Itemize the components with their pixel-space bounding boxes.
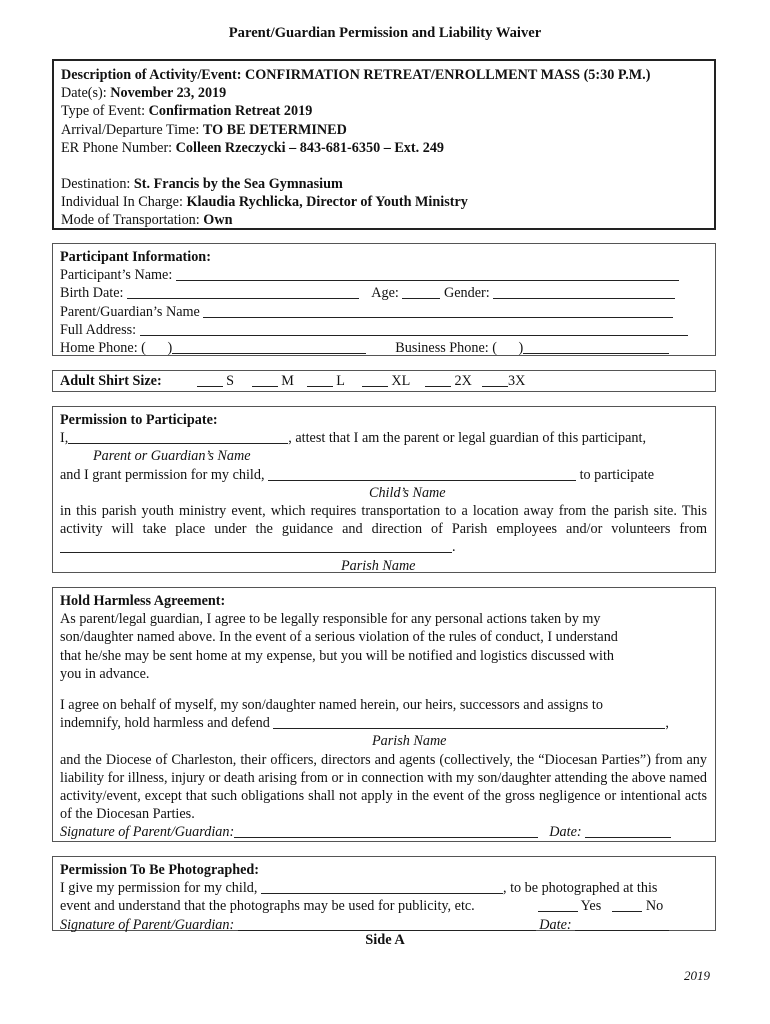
photo-signature-label: Signature of Parent/Guardian: <box>60 916 235 933</box>
harmless-para1-line4: you in advance. <box>60 665 150 682</box>
event-description-value: CONFIRMATION RETREAT/ENROLLMENT MASS (5:30 P.M.) <box>245 67 651 83</box>
shirt-3x-blank[interactable] <box>482 373 508 387</box>
photo-no-blank[interactable] <box>612 898 642 912</box>
business-phone-close: ) <box>518 340 524 357</box>
child-name-caption: Child’s Name <box>369 484 446 501</box>
photo-yes-blank[interactable] <box>538 898 578 912</box>
photo-heading: Permission To Be Photographed: <box>60 862 260 878</box>
participant-name-label: Participant’s Name: <box>60 267 173 284</box>
event-description-label: Description of Activity/Event: <box>61 67 242 83</box>
event-destination-row <box>61 175 706 193</box>
shirt-size-2x: 2X <box>454 373 472 389</box>
harmless-comma: , <box>665 715 669 732</box>
harmless-para1-line3: that he/she may be sent home at my expense, but you will be notified and logistics discussed with <box>60 647 614 664</box>
event-dates-value: November 23, 2019 <box>110 85 227 102</box>
harmless-heading: Hold Harmless Agreement: <box>60 593 226 609</box>
shirt-l-blank[interactable] <box>307 373 333 387</box>
photo-yes-label: Yes <box>580 898 602 915</box>
home-phone-field[interactable] <box>172 340 366 354</box>
parent-name-field[interactable] <box>203 304 673 318</box>
event-dates-row <box>61 84 706 102</box>
event-arrival-label: Arrival/Departure Time: <box>61 121 200 138</box>
permission-participate-text: to participate <box>579 466 655 483</box>
photo-publicity-text: event and understand that the photographs may be used for publicity, etc. <box>60 898 475 915</box>
business-phone-label: Business Phone: ( <box>395 340 497 357</box>
harmless-defend-text: indemnify, hold harmless and defend <box>60 715 270 732</box>
permission-grant-text: and I grant permission for my child, <box>60 466 265 483</box>
parish-name-caption: Parish Name <box>341 557 416 574</box>
birth-date-label: Birth Date: <box>60 285 124 302</box>
photo-no-label: No <box>645 898 664 915</box>
event-er-row <box>61 139 706 157</box>
permission-line-2 <box>60 466 707 484</box>
harmless-date-field[interactable] <box>585 824 671 838</box>
event-arrival-row <box>61 121 706 139</box>
address-label: Full Address: <box>60 321 137 338</box>
event-incharge-label: Individual In Charge: <box>61 194 183 211</box>
permission-paragraph-text: in this parish youth ministry event, which requires transportation to a location away from the parish site. This activity will take place under the guidance and direction of Parish employees and/or volunteers from <box>60 503 707 538</box>
event-dates-label: Date(s): <box>61 85 107 102</box>
harmless-para1-line2: son/daughter named above. In the event of a serious violation of the rules of conduct, I understand <box>60 629 618 646</box>
harmless-parish-field[interactable] <box>273 715 665 729</box>
event-transport-label: Mode of Transportation: <box>61 212 200 229</box>
photo-permission-box <box>52 856 716 931</box>
event-transport-value: Own <box>203 212 233 229</box>
photo-line-2 <box>60 897 707 915</box>
harmless-para2-line1: I agree on behalf of myself, my son/daughter named herein, our heirs, successors and assigns to <box>60 697 603 714</box>
photo-permission-end: , to be photographed at this <box>502 880 658 897</box>
gender-field[interactable] <box>493 285 675 299</box>
age-label: Age: <box>371 285 399 302</box>
shirt-size-3x: 3X <box>508 373 526 389</box>
event-description-row <box>61 66 706 84</box>
photo-child-name-field[interactable] <box>261 880 503 894</box>
parent-guardian-name-caption: Parent or Guardian’s Name <box>93 448 251 465</box>
harmless-para2-line2 <box>60 714 707 732</box>
photo-signature-field[interactable] <box>238 917 536 931</box>
shirt-s-blank[interactable] <box>197 373 223 387</box>
event-transport-row <box>61 211 706 229</box>
participant-name-row <box>60 266 707 284</box>
shirt-size-label: Adult Shirt Size: <box>60 373 162 389</box>
harmless-para1-line1: As parent/legal guardian, I agree to be legally responsible for any personal actions taken by my <box>60 611 601 628</box>
home-area-code-field[interactable] <box>149 341 167 354</box>
shirt-size-l: L <box>336 373 345 389</box>
shirt-2x-blank[interactable] <box>425 373 451 387</box>
event-er-value: Colleen Rzeczycki – 843-681-6350 – Ext. 249 <box>175 139 445 156</box>
harmless-parish-caption: Parish Name <box>372 733 447 750</box>
photo-date-label: Date: <box>539 916 572 933</box>
business-area-code-field[interactable] <box>501 341 519 354</box>
event-details-box <box>52 59 716 230</box>
event-destination-label: Destination: <box>61 176 131 193</box>
photo-date-field[interactable] <box>575 917 669 931</box>
side-label: Side A <box>365 932 405 948</box>
volunteers-parish-field[interactable] <box>60 539 452 553</box>
shirt-size-row <box>60 372 707 390</box>
participant-heading: Participant Information: <box>60 249 211 265</box>
form-title: Parent/Guardian Permission and Liability Waiver <box>228 25 542 41</box>
parent-name-row <box>60 303 707 321</box>
permission-attest-text: , attest that I am the parent or legal guardian of this participant, <box>288 430 646 447</box>
event-incharge-value: Klaudia Rychlicka, Director of Youth Ministry <box>186 194 468 211</box>
gender-label: Gender: <box>443 285 490 302</box>
event-destination-value: St. Francis by the Sea Gymnasium <box>133 176 343 193</box>
parent-name-label: Parent/Guardian’s Name <box>60 303 200 320</box>
birth-age-gender-row <box>60 284 707 302</box>
event-type-label: Type of Event: <box>61 103 146 120</box>
shirt-size-m: M <box>281 373 294 389</box>
parent-guardian-name-field[interactable] <box>68 430 288 444</box>
age-field[interactable] <box>402 285 440 299</box>
harmless-signature-label: Signature of Parent/Guardian: <box>60 824 235 841</box>
permission-i: I, <box>60 430 69 447</box>
permission-paragraph <box>60 502 707 557</box>
business-phone-field[interactable] <box>523 340 669 354</box>
permission-period: . <box>452 539 456 556</box>
home-phone-close: ) <box>167 340 173 357</box>
home-phone-label: Home Phone: ( <box>60 340 146 357</box>
harmless-date-label: Date: <box>549 824 582 841</box>
shirt-size-xl: XL <box>391 373 411 389</box>
photo-line-1 <box>60 879 707 897</box>
event-incharge-row <box>61 193 706 211</box>
participant-name-field[interactable] <box>176 267 679 281</box>
permission-box <box>52 406 716 573</box>
shirt-size-box <box>52 370 716 392</box>
shirt-xl-blank[interactable] <box>362 373 388 387</box>
event-type-row <box>61 102 706 120</box>
event-type-value: Confirmation Retreat 2019 <box>148 103 313 120</box>
address-field[interactable] <box>140 322 688 336</box>
participant-info-box <box>52 243 716 356</box>
phone-row <box>60 339 707 357</box>
child-name-field[interactable] <box>268 467 576 481</box>
permission-line-1 <box>60 429 707 447</box>
harmless-para3: and the Diocese of Charleston, their officers, directors and agents (collectively, the “Diocesan Parties”) from any liability for illness, injury or death arising from or in connection with my son/daughter attending the above named activity/event, except that such obligations shall not apply in the event of the gross negligence or intentional acts of the Diocesan Parties. <box>60 751 707 823</box>
harmless-signature-field[interactable] <box>234 824 538 838</box>
shirt-m-blank[interactable] <box>252 373 278 387</box>
photo-permission-text: I give my permission for my child, <box>60 880 258 897</box>
footer-year: 2019 <box>684 968 710 983</box>
event-er-label: ER Phone Number: <box>61 139 173 156</box>
hold-harmless-box <box>52 587 716 842</box>
birth-date-field[interactable] <box>127 285 359 299</box>
shirt-size-s: S <box>226 373 234 389</box>
event-arrival-value: TO BE DETERMINED <box>202 121 347 138</box>
harmless-signature-row <box>60 823 707 841</box>
permission-heading: Permission to Participate: <box>60 412 218 428</box>
address-row <box>60 321 707 339</box>
